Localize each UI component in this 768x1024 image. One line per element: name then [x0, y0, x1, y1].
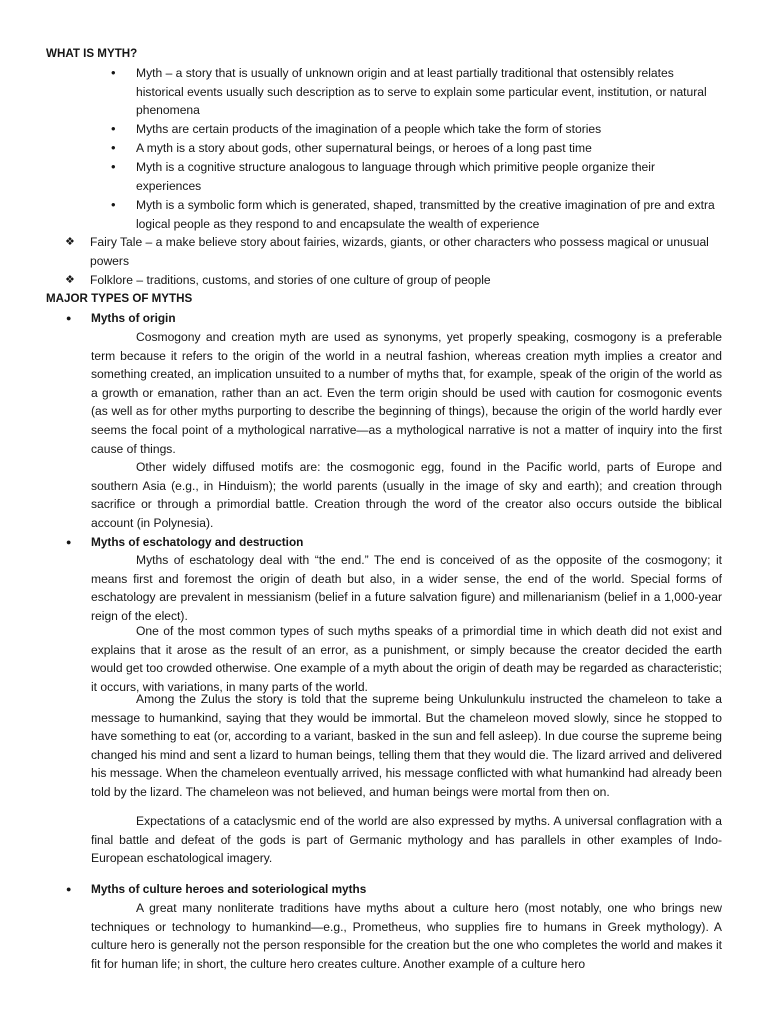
term-folklore: ❖ Folklore – traditions, customs, and stories of one culture of group of people — [90, 271, 718, 290]
myth-bullet: • Myths are certain products of the imagination of a people which take the form of stories — [136, 120, 718, 139]
paragraph: Other widely diffused motifs are: the cosmogonic egg, found in the Pacific world, parts of Europe and southern Asia (e.g., in Hinduism); the world parents (usually in the image of sky and earth); and creation through sacrifice or through a primordial battle. Creation through the word of the creator also occurs outside the biblical account (in Polynesia). — [91, 460, 722, 530]
paragraph: A great many nonliterate traditions have myths about a culture hero (most notably, one who brings new techniques or technology to humankind—e.g., Prometheus, who supplies fire to humans in Greek mythology). A culture hero is generally not the person responsible for the creation but the one who completes the world and makes it fit for human life; in short, the culture hero creates culture. Another example of a culture hero — [91, 901, 722, 971]
myth-bullet: • Myth – a story that is usually of unknown origin and at least partially traditional that ostensibly relates historical events usually such description as to serve to explain some particular event, institution, or natural phenomena — [136, 64, 718, 120]
paragraph: One of the most common types of such myths speaks of a primordial time in which death did not exist and explains that it arose as the result of an error, as a punishment, or simply because the creator decided the earth would get too crowded otherwise. One example of a myth about the origin of death may be regarded as characteristic; it occurs, with variations, in many parts of the world. — [91, 624, 722, 694]
myth-bullet: • Myth is a symbolic form which is generated, shaped, transmitted by the creative imagination of pre and extra logical people as they respond to and encapsulate the wealth of experience — [136, 196, 718, 233]
section-title-culture-heroes: ● Myths of culture heroes and soteriological myths — [91, 880, 366, 899]
paragraph: Cosmogony and creation myth are used as synonyms, yet properly speaking, cosmogony is a preferable term because it refers to the origin of the world in a neutral fashion, whereas creation myth implies a creator and something created, an implication unsuited to a number of myths that, for example, speak of the origin of the world as a growth or emanation, rather than an act. Even the term origin should be used with caution for cosmogonic events (as well as for other myths purporting to describe the beginning of things), because the origin of the world hardly ever seems the focal point of a mythological narrative—as a mythological narrative is not a matter of inquiry into the first cause of things. — [91, 330, 722, 456]
paragraph: Expectations of a cataclysmic end of the world are also expressed by myths. A universal conflagration with a final battle and defeat of the gods is part of Germanic mythology and has parallels in other examples of Indo-European eschatological imagery. — [91, 814, 722, 866]
section-title-eschatology: ● Myths of eschatology and destruction — [91, 533, 303, 552]
heading-what-is-myth: WHAT IS MYTH? — [46, 47, 138, 60]
myth-bullet: • A myth is a story about gods, other supernatural beings, or heroes of a long past time — [136, 139, 718, 158]
myth-bullet: • Myth is a cognitive structure analogous to language through which primitive people organize their experiences — [136, 158, 718, 195]
heading-major-types: MAJOR TYPES OF MYTHS — [46, 292, 193, 305]
term-fairy-tale: ❖ Fairy Tale – a make believe story about fairies, wizards, giants, or other characters who possess magical or unusual powers — [90, 233, 718, 270]
paragraph: Among the Zulus the story is told that the supreme being Unkulunkulu instructed the chameleon to take a message to humankind, saying that they would be immortal. But the chameleon moved slowly, since he stopped to have something to eat (or, according to a variant, basked in the sun and fell asleep). In due course the supreme being changed his mind and sent a lizard to human beings, telling them that they would die. The lizard arrived and delivered his message. When the chameleon eventually arrived, his message conflicted with what humankind had already been told by the lizard. The chameleon was not believed, and human beings were mortal from then on. — [91, 692, 722, 799]
section-title-origin: ● Myths of origin — [91, 309, 176, 328]
paragraph: Myths of eschatology deal with “the end.” The end is conceived of as the opposite of the cosmogony; it means first and foremost the origin of death but also, in a wider sense, the end of the world. Special forms of eschatology are prevalent in messianism (belief in a future salvation figure) and millenarianism (belief in a 1,000-year reign of the elect). — [91, 553, 722, 623]
